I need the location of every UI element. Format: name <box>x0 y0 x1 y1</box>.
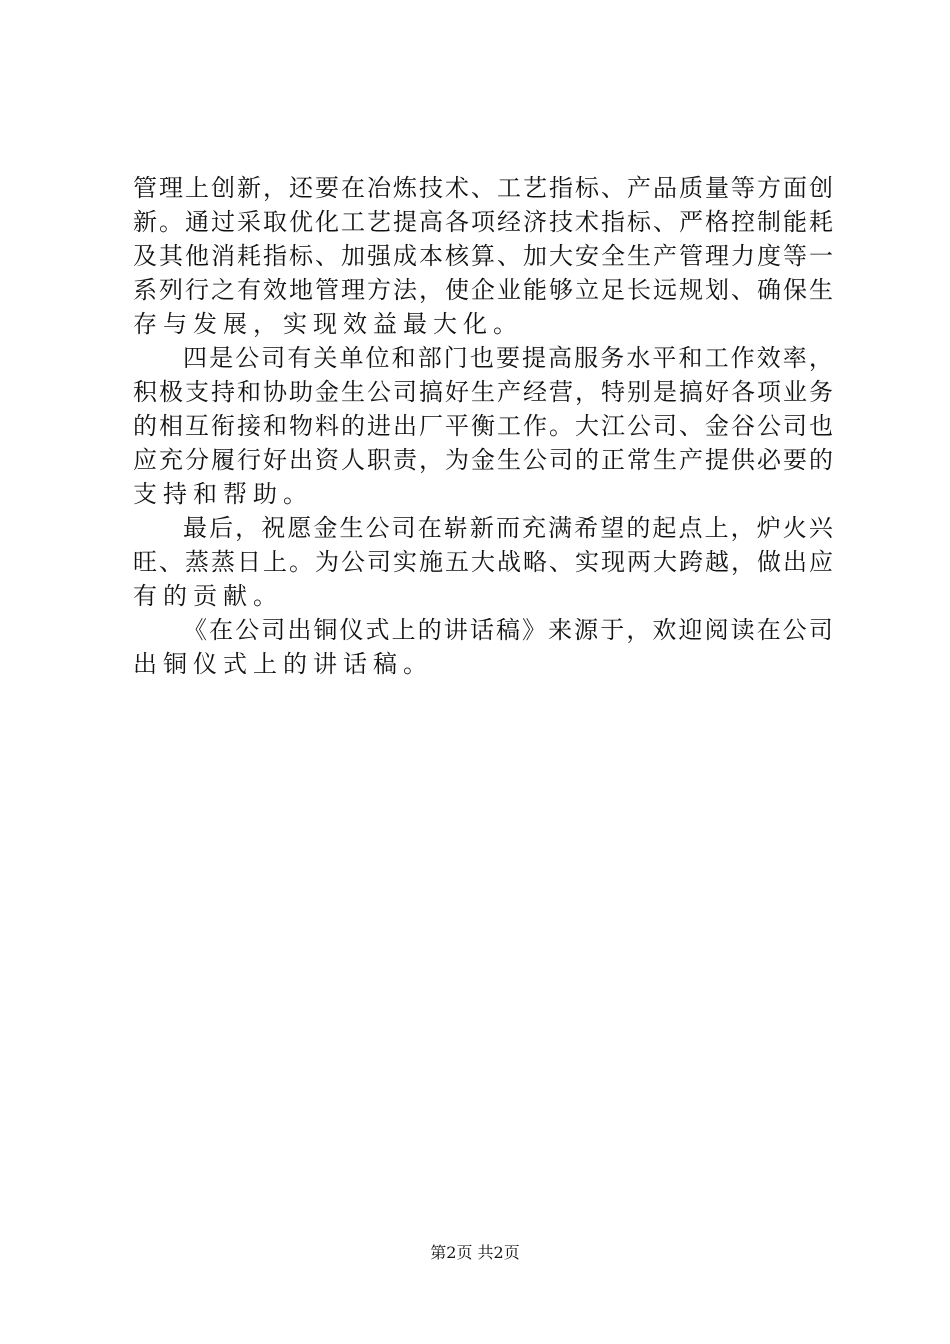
paragraph-1-line-2: 新 。 通 过 采 取 优 化 工 艺 提 高 各 项 经 济 技 术 指 标 、 严 格 控 制 能 耗 <box>133 208 833 236</box>
page-number-footer: 第2页 共2页 <box>430 1243 520 1262</box>
paragraph-2-line-5: 支持和帮助。 <box>133 480 313 508</box>
paragraph-3-line-1: 最 后 ， 祝 愿 金 生 公 司 在 崭 新 而 充 满 希 望 的 起 点 上 ， 炉 火 兴 <box>183 514 833 542</box>
paragraph-1-line-5: 存与发展，实现效益最大化。 <box>133 310 523 338</box>
paragraph-2-line-1: 四 是 公 司 有 关 单 位 和 部 门 也 要 提 高 服 务 水 平 和 工 作 效 率 ， <box>183 344 833 372</box>
paragraph-1-line-1: 管 理 上 创 新 ， 还 要 在 冶 炼 技 术 、 工 艺 指 标 、 产 品 质 量 等 方 面 创 <box>133 174 833 202</box>
document-body <box>133 171 833 681</box>
paragraph-4-line-1: 《 在 公 司 出 铜 仪 式 上 的 讲 话 稿 》 来 源 于 ， 欢 迎 阅 读 在 公 司 <box>183 616 833 644</box>
paragraph-2-line-3: 的 相 互 衔 接 和 物 料 的 进 出 厂 平 衡 工 作 。 大 江 公 司 、 金 谷 公 司 也 <box>133 412 833 440</box>
paragraph-3-line-2: 旺 、 蒸 蒸 日 上 。 为 公 司 实 施 五 大 战 略 、 实 现 两 大 跨 越 ， 做 出 应 <box>133 548 833 576</box>
paragraph-2-line-4: 应 充 分 履 行 好 出 资 人 职 责 ， 为 金 生 公 司 的 正 常 生 产 提 供 必 要 的 <box>133 446 833 474</box>
paragraph-3-line-3: 有的贡献。 <box>133 582 283 610</box>
paragraph-4-line-2: 出铜仪式上的讲话稿。 <box>133 650 433 678</box>
paragraph-1-line-3: 及 其 他 消 耗 指 标 、 加 强 成 本 核 算 、 加 大 安 全 生 产 管 理 力 度 等 一 <box>133 242 833 270</box>
paragraph-2-line-2: 积 极 支 持 和 协 助 金 生 公 司 搞 好 生 产 经 营 ， 特 别 是 搞 好 各 项 业 务 <box>133 378 833 406</box>
paragraph-1-line-4: 系 列 行 之 有 效 地 管 理 方 法 ， 使 企 业 能 够 立 足 长 远 规 划 、 确 保 生 <box>133 276 833 304</box>
